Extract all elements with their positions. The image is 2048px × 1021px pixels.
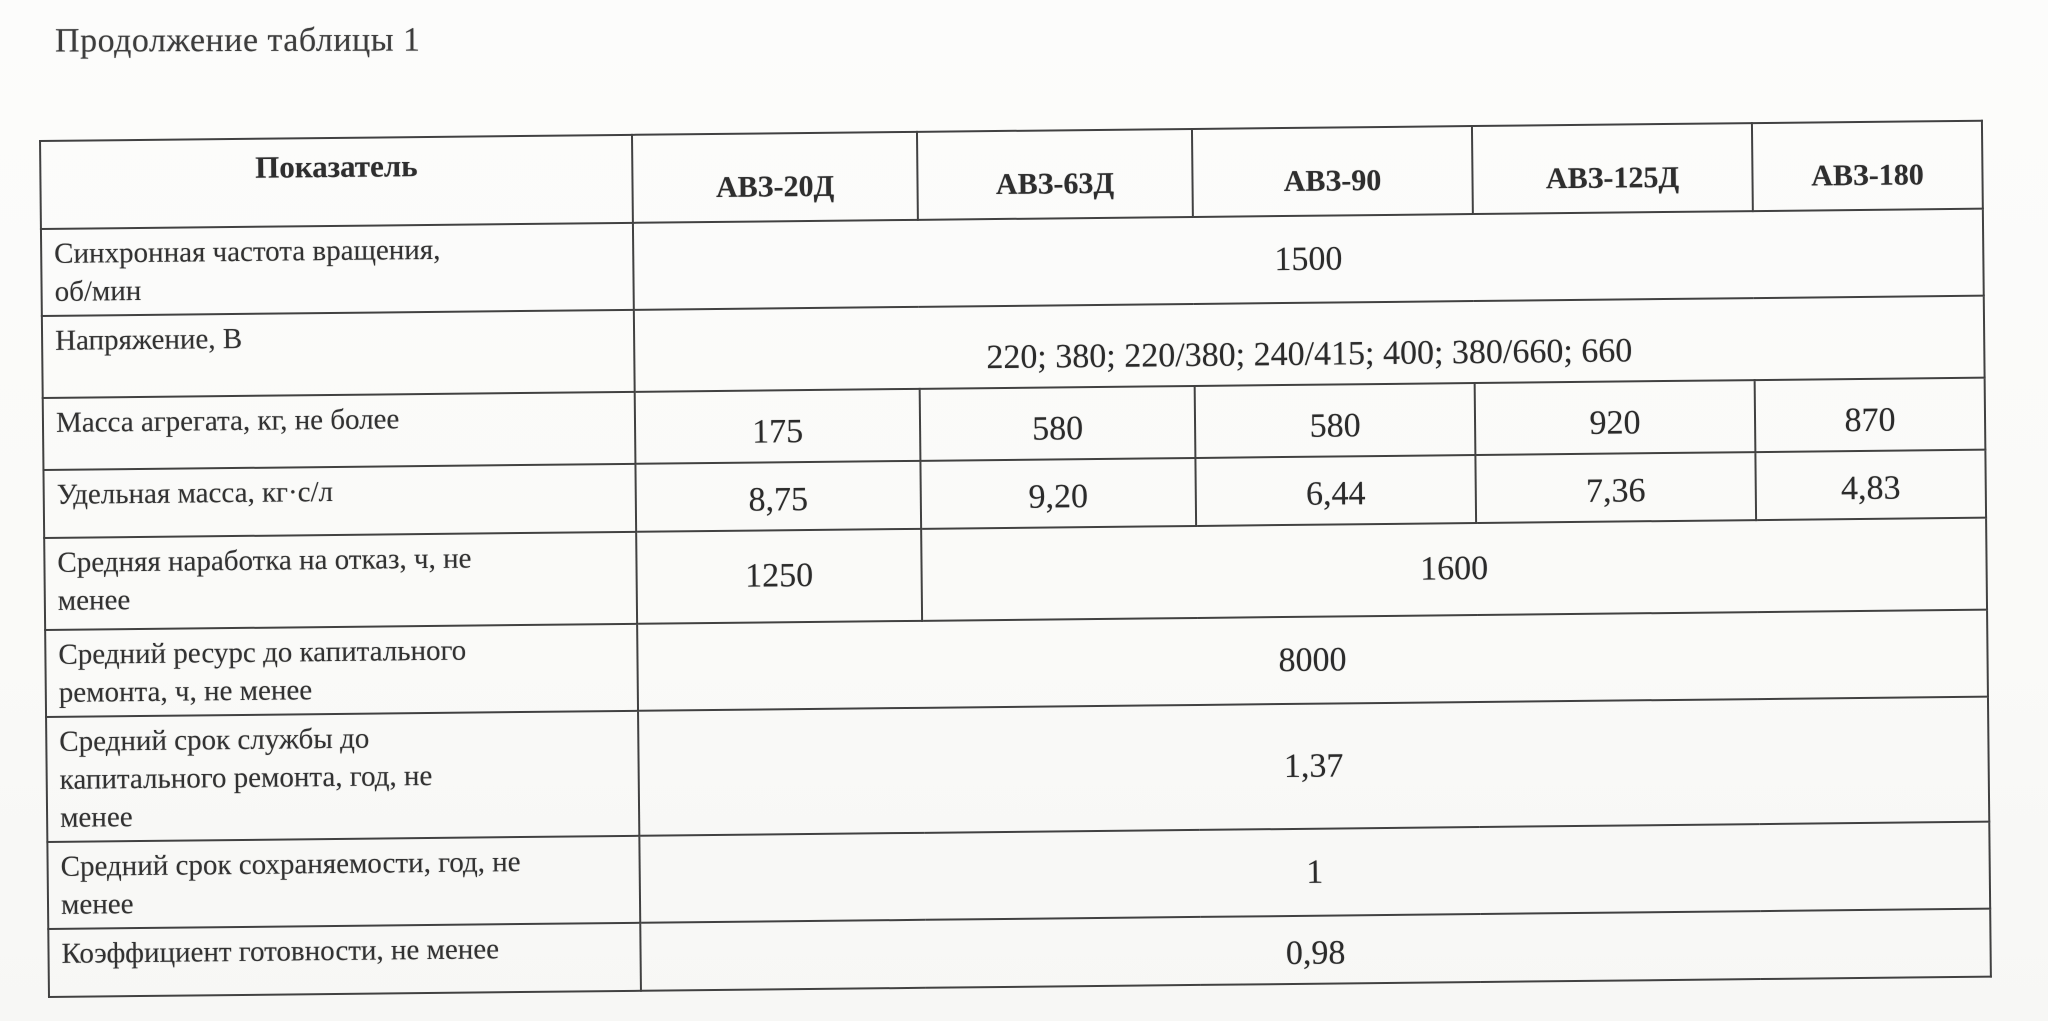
header-cell-model-avz180: АВЗ-180 bbox=[1752, 121, 1983, 211]
value-cell: 9,20 bbox=[920, 458, 1196, 529]
table-row bbox=[46, 697, 1989, 842]
row-label: Средний срок сохраняемости, год, не менее bbox=[47, 836, 640, 929]
value-cell: 4,83 bbox=[1755, 450, 1986, 520]
value-cell: 1500 bbox=[633, 209, 1984, 310]
value-cell: 920 bbox=[1475, 380, 1756, 455]
header-cell-model-avz125d: АВЗ-125Д bbox=[1472, 123, 1753, 214]
row-label: Синхронная частота вращения, об/мин bbox=[41, 223, 634, 316]
value-cell: 580 bbox=[1195, 383, 1476, 458]
value-cell: 580 bbox=[920, 386, 1196, 461]
value-cell: 175 bbox=[635, 389, 921, 464]
value-cell: 1 bbox=[639, 822, 1990, 923]
value-cell: 1600 bbox=[921, 518, 1987, 621]
row-label: Средний ресурс до капитального ремонта, ч, не менее bbox=[45, 624, 638, 717]
row-label: Удельная масса, кг·с/л bbox=[43, 464, 636, 538]
row-label: Напряжение, В bbox=[42, 310, 635, 398]
row-label: Масса агрегата, кг, не более bbox=[43, 392, 636, 470]
value-cell: 220; 380; 220/380; 240/415; 400; 380/660; 660 bbox=[634, 296, 1985, 392]
value-cell: 6,44 bbox=[1195, 455, 1476, 526]
specs-table bbox=[39, 120, 1992, 998]
row-label: Коэффициент готовности, не менее bbox=[48, 923, 641, 997]
page-title: Продолжение таблицы 1 bbox=[54, 21, 421, 60]
header-cell-model-avz90: АВЗ-90 bbox=[1192, 126, 1473, 217]
header-cell-model-avz63d: АВЗ-63Д bbox=[917, 129, 1193, 220]
value-cell: 870 bbox=[1755, 378, 1986, 452]
value-cell: 7,36 bbox=[1475, 452, 1756, 523]
header-cell-model-avz20d: АВЗ-20Д bbox=[632, 132, 918, 223]
value-cell: 1250 bbox=[636, 529, 922, 624]
row-label: Средняя наработка на отказ, ч, не менее bbox=[44, 532, 637, 630]
row-label: Средний срок службы до капитального ремонта, год, не менее bbox=[46, 711, 639, 842]
header-cell-indicator: Показатель bbox=[40, 135, 633, 229]
value-cell: 8,75 bbox=[635, 461, 921, 532]
value-cell: 0,98 bbox=[640, 909, 1991, 991]
value-cell: 8000 bbox=[637, 610, 1988, 711]
value-cell: 1,37 bbox=[638, 697, 1989, 836]
table-skew-wrap bbox=[39, 120, 1992, 998]
